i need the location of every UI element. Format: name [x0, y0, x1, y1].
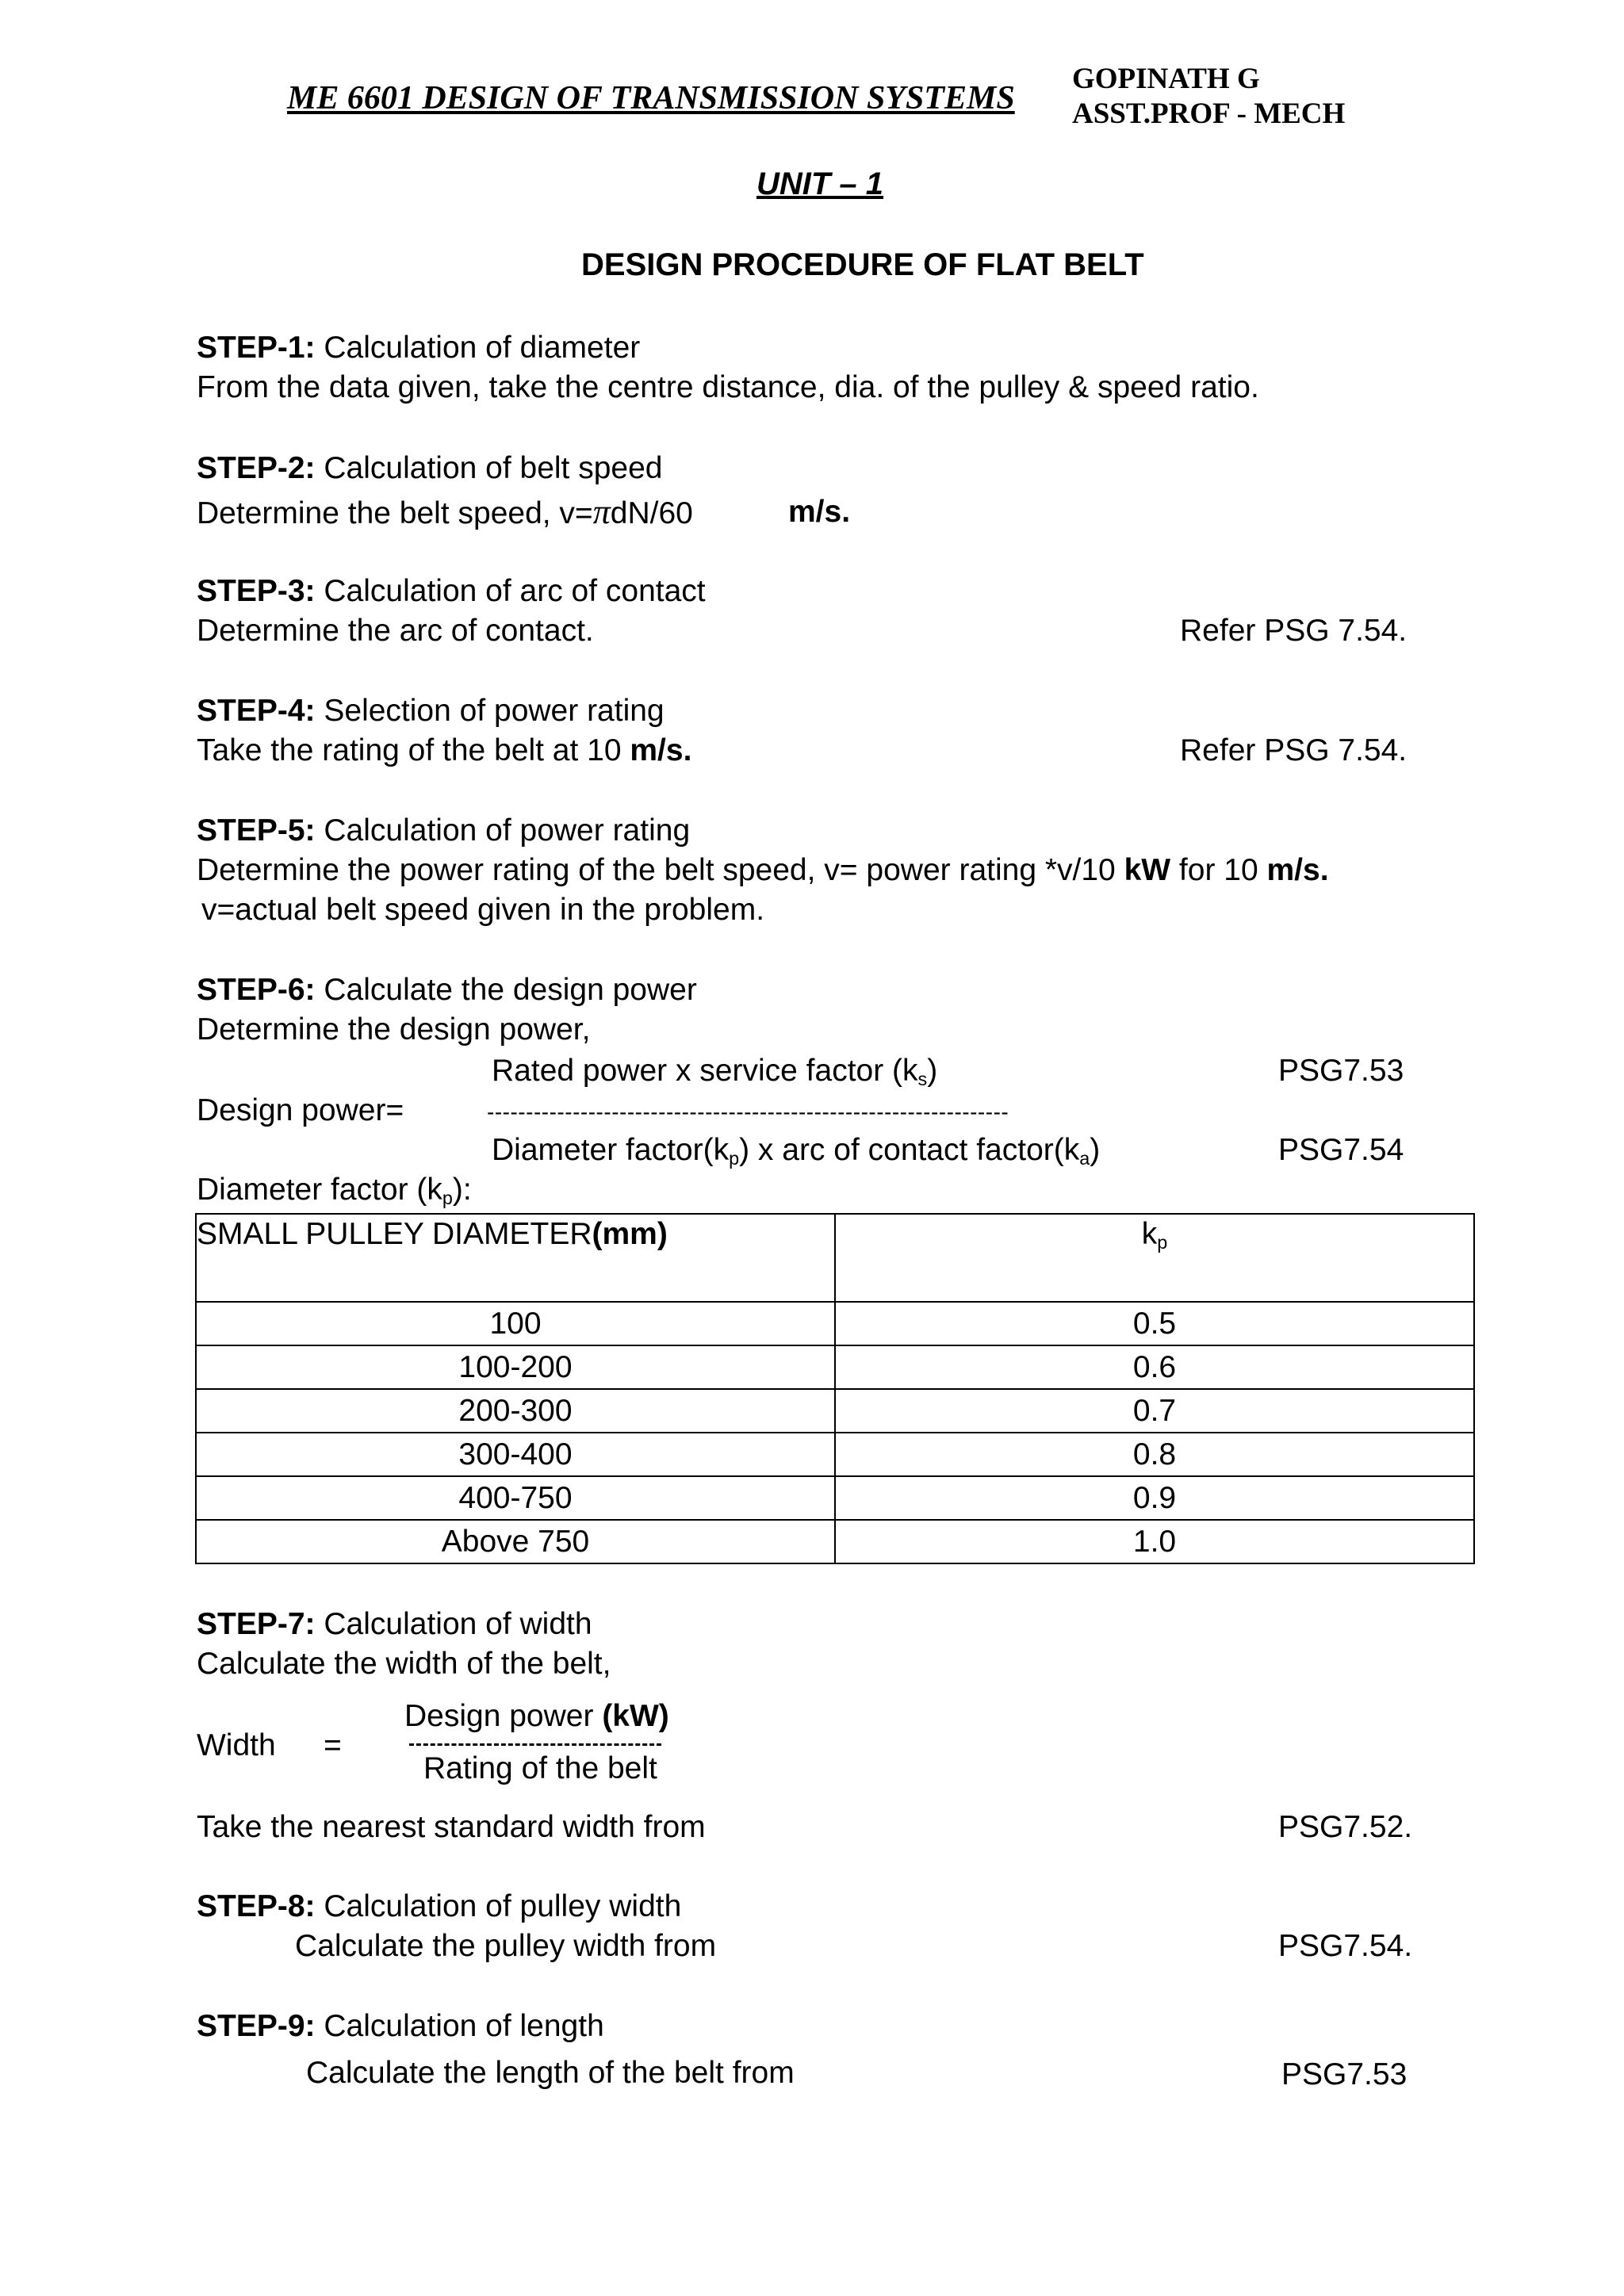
step-label: STEP-7: — [197, 1607, 316, 1641]
caption-a: Diameter factor (k — [197, 1173, 442, 1207]
author-name: GOPINATH G — [1072, 63, 1260, 95]
step-1-heading — [197, 328, 640, 368]
step-5-text — [197, 851, 1329, 890]
step-heading-text: Calculation of pulley width — [324, 1889, 682, 1923]
denominator-a: Diameter factor(k — [492, 1133, 730, 1167]
step-8-text: Calculate the pulley width from — [295, 1929, 717, 1963]
step-label: STEP-5: — [197, 813, 316, 848]
table-row — [196, 1433, 1474, 1476]
design-power-label: Design power= — [197, 1093, 404, 1127]
caption-b: ): — [452, 1173, 472, 1207]
cell-diameter: Above 750 — [196, 1520, 835, 1563]
step-3-text: Determine the arc of contact. — [197, 614, 594, 648]
cell-diameter: 200-300 — [196, 1389, 835, 1433]
width-label: Width — [197, 1728, 276, 1762]
ka-subscript: a — [1079, 1148, 1090, 1169]
step-4-text — [197, 731, 691, 771]
header-small-pulley-diameter — [196, 1214, 835, 1302]
header-col1-unit: (mm) — [592, 1217, 668, 1251]
step-4-text-main: Take the rating of the belt at 10 — [197, 733, 630, 767]
step-heading-text: Calculation of width — [324, 1607, 592, 1641]
step-5-heading — [197, 811, 690, 851]
step-9-ref: PSG7.53 — [1281, 2057, 1408, 2091]
kp-subscript: p — [729, 1148, 740, 1169]
denominator-b: ) x arc of contact factor(k — [739, 1133, 1080, 1167]
belt-speed-formula-a: Determine the belt speed, v= — [197, 496, 593, 530]
step-5-text-b: for 10 — [1170, 853, 1267, 887]
numerator-ref: PSG7.53 — [1278, 1054, 1404, 1088]
step-7-note: Take the nearest standard width from — [197, 1810, 706, 1844]
table-header-row — [196, 1214, 1474, 1302]
step-heading-text: Calculation of power rating — [324, 813, 691, 848]
table-row — [196, 1302, 1474, 1345]
cell-kp: 0.8 — [835, 1433, 1474, 1476]
width-numerator-text: Design power — [404, 1699, 594, 1733]
step-2-heading — [197, 449, 663, 488]
denominator-ref: PSG7.54 — [1278, 1133, 1404, 1167]
header-kp-sub: p — [1157, 1232, 1168, 1253]
denominator-c: ) — [1090, 1133, 1101, 1167]
cell-kp: 0.7 — [835, 1389, 1474, 1433]
step-4-ref: Refer PSG 7.54. — [1180, 733, 1408, 767]
step-label: STEP-4: — [197, 694, 316, 728]
course-title: ME 6601 DESIGN OF TRANSMISSION SYSTEMS — [287, 80, 1015, 117]
step-2-unit: m/s. — [788, 495, 851, 529]
step-4-unit: m/s. — [630, 733, 692, 767]
pi-symbol: π — [592, 492, 611, 531]
step-label: STEP-1: — [197, 331, 316, 365]
step-heading-text: Calculation of belt speed — [324, 451, 663, 485]
step-label: STEP-3: — [197, 574, 316, 608]
caption-sub: p — [442, 1188, 453, 1208]
author-role: ASST.PROF - MECH — [1072, 98, 1346, 130]
step-4-heading — [197, 691, 665, 731]
cell-kp: 0.6 — [835, 1345, 1474, 1389]
step-7-text: Calculate the width of the belt, — [197, 1647, 611, 1681]
design-power-denominator — [492, 1131, 1100, 1170]
step-heading-text: Calculate the design power — [324, 973, 697, 1007]
design-power-numerator — [492, 1051, 937, 1091]
step-7-ref: PSG7.52. — [1278, 1810, 1413, 1844]
step-label: STEP-9: — [197, 2009, 316, 2043]
step-heading-text: Selection of power rating — [324, 694, 665, 728]
kw-unit: kW — [1124, 853, 1171, 887]
step-heading-text: Calculation of arc of contact — [324, 574, 706, 608]
cell-kp: 0.5 — [835, 1302, 1474, 1345]
cell-kp: 1.0 — [835, 1520, 1474, 1563]
cell-diameter: 400-750 — [196, 1476, 835, 1520]
numerator-close: ) — [927, 1054, 938, 1088]
step-8-heading — [197, 1887, 681, 1927]
cell-diameter: 100-200 — [196, 1345, 835, 1389]
fraction-dashes: ------------------------------------------------------------------- — [487, 1100, 1009, 1124]
step-1-text: From the data given, take the centre distance, dia. of the pulley & speed ratio. — [197, 370, 1259, 404]
step-3-heading — [197, 572, 706, 611]
ks-subscript: s — [917, 1069, 928, 1089]
width-numerator — [404, 1697, 669, 1736]
step-label: STEP-6: — [197, 973, 316, 1007]
table-row — [196, 1389, 1474, 1433]
step-3-ref: Refer PSG 7.54. — [1180, 614, 1408, 648]
header-col1-text: SMALL PULLEY DIAMETER — [197, 1217, 592, 1251]
step-heading-text: Calculation of diameter — [324, 331, 641, 365]
table-row — [196, 1520, 1474, 1563]
step-9-text: Calculate the length of the belt from — [306, 2056, 795, 2090]
step-7-heading — [197, 1605, 592, 1644]
step-8-ref: PSG7.54. — [1278, 1929, 1413, 1963]
belt-speed-formula-b: dN/60 — [610, 496, 693, 530]
cell-diameter: 300-400 — [196, 1433, 835, 1476]
step-label: STEP-8: — [197, 1889, 316, 1923]
step-2-text — [197, 492, 693, 534]
width-equals: = — [324, 1728, 342, 1762]
step-6-text: Determine the design power, — [197, 1012, 591, 1047]
step-label: STEP-2: — [197, 451, 316, 485]
width-numerator-unit: (kW) — [602, 1699, 669, 1733]
cell-kp: 0.9 — [835, 1476, 1474, 1520]
header-kp — [835, 1214, 1474, 1302]
width-denominator: Rating of the belt — [423, 1751, 657, 1785]
width-fraction-bar — [409, 1743, 661, 1746]
header-kp-text: k — [1141, 1217, 1158, 1251]
table-caption — [197, 1170, 472, 1210]
diameter-factor-table — [195, 1213, 1475, 1564]
table-row — [196, 1345, 1474, 1389]
cell-diameter: 100 — [196, 1302, 835, 1345]
step-9-heading — [197, 2007, 604, 2046]
unit-title: UNIT – 1 — [756, 166, 884, 201]
step-5-unit: m/s. — [1266, 853, 1329, 887]
step-5-note: v=actual belt speed given in the problem. — [201, 893, 765, 927]
step-heading-text: Calculation of length — [324, 2009, 604, 2043]
step-6-heading — [197, 970, 697, 1010]
numerator-text: Rated power x service factor (k — [492, 1054, 918, 1088]
table-row — [196, 1476, 1474, 1520]
document-title: DESIGN PROCEDURE OF FLAT BELT — [581, 247, 1144, 282]
step-5-text-a: Determine the power rating of the belt speed, v= power rating *v/10 — [197, 853, 1124, 887]
